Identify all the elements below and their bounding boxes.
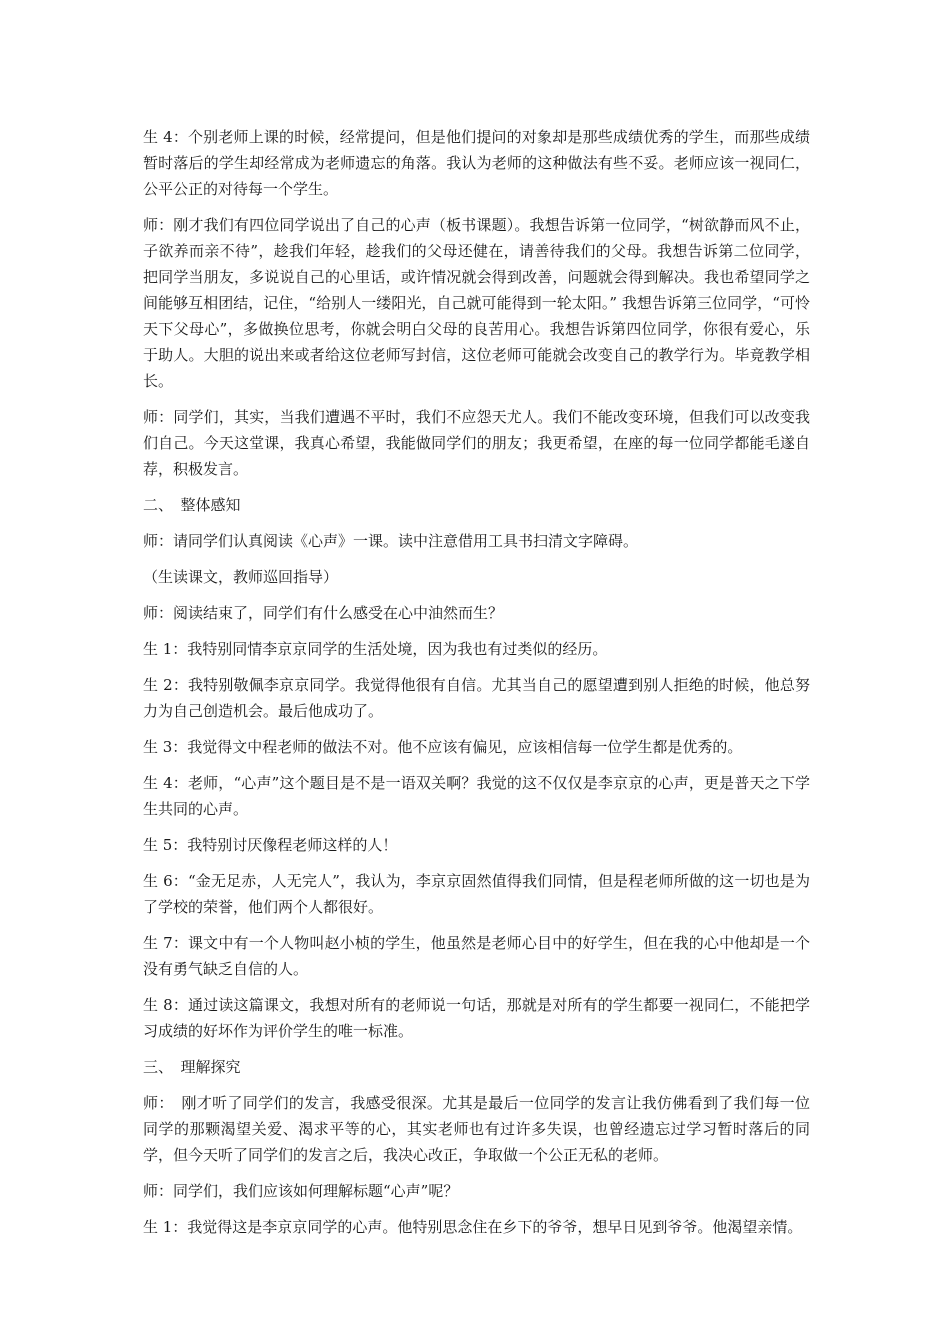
paragraph-teacher-question: 师：阅读结束了，同学们有什么感受在心中油然而生？: [143, 604, 504, 622]
document-page: [143, 124, 810, 1250]
paragraph-student1: 生 1：我特别同情李京京同学的生活处境，因为我也有过类似的经历。: [143, 640, 608, 658]
paragraph-student3: 生 3：我觉得文中程老师的做法不对。他不应该有偏见，应该相信每一位学生都是优秀的。: [143, 738, 743, 756]
paragraph-student8: 生 8：通过读这篇课文，我想对所有的老师说一句话，那就是对所有的学生都要一视同仁，不能把学习成绩的好坏作为评价学生的唯一标准。: [143, 996, 810, 1040]
paragraph-student5: 生 5：我特别讨厌像程老师这样的人！: [143, 836, 398, 854]
paragraph-teacher-title-question: 师：同学们，我们应该如何理解标题“心声”呢？: [143, 1182, 459, 1200]
section-heading-understanding: 三、 理解探究: [143, 1058, 241, 1076]
paragraph-teacher-encouragement: 师：同学们，其实，当我们遭遇不平时，我们不应怨天尤人。我们不能改变环境，但我们可以改变我们自己。今天这堂课，我真心希望，我能做同学们的朋友；我更希望，在座的每一位同学都能毛遂自荐，积极发言。: [143, 408, 810, 478]
paragraph-student4: 生 4：老师，“心声”这个题目是不是一语双关啊？我觉的这不仅仅是李京京的心声，更是普天之下学生共同的心声。: [143, 774, 810, 818]
paragraph-stage-direction: （生读课文，教师巡回指导）: [143, 568, 339, 586]
paragraph-reading-instruction: 师：请同学们认真阅读《心声》一课。读中注意借用工具书扫清文字障碍。: [143, 532, 639, 550]
paragraph-student4-opinion: 生 4：个别老师上课的时候，经常提问，但是他们提问的对象却是那些成绩优秀的学生，而那些成绩暂时落后的学生却经常成为老师遗忘的角落。我认为老师的这种做法有些不妥。老师应该一视同仁，公平公正的对待每一个学生。: [143, 128, 810, 198]
paragraph-student1-title-answer: 生 1：我觉得这是李京京同学的心声。他特别思念住在乡下的爷爷，想早日见到爷爷。他渴望亲情。: [143, 1218, 803, 1236]
paragraph-student2: 生 2：我特别敬佩李京京同学。我觉得他很有自信。尤其当自己的愿望遭到别人拒绝的时候，他总努力为自己创造机会。最后他成功了。: [143, 676, 810, 720]
section-heading-overall-perception: 二、 整体感知: [143, 496, 241, 514]
paragraph-student7: 生 7：课文中有一个人物叫赵小桢的学生，他虽然是老师心目中的好学生，但在我的心中他却是一个没有勇气缺乏自信的人。: [143, 934, 810, 978]
paragraph-teacher-response: 师：刚才我们有四位同学说出了自己的心声（板书课题）。我想告诉第一位同学，“树欲静而风不止，子欲养而亲不待”，趁我们年轻，趁我们的父母还健在，请善待我们的父母。我想告诉第二位同学，把同学当朋友，多说说自己的心里话，或许情况就会得到改善，问题就会得到解决。我也希望同学之间能够互相团结，记住，“给别人一缕阳光，自己就可能得到一轮太阳。” 我想告诉第三位同学，“可怜天下父母心”，多做换位思考，你就会明白父母的良苦用心。我想告诉第四位同学，你很有爱心，乐于助人。大胆的说出来或者给这位老师写封信，这位老师可能就会改变自己的教学行为。毕竟教学相长。: [143, 216, 810, 390]
paragraph-student6: 生 6：“金无足赤，人无完人”，我认为，李京京固然值得我们同情，但是程老师所做的这一切也是为了学校的荣誉，他们两个人都很好。: [143, 872, 810, 916]
paragraph-teacher-reflection: 师： 刚才听了同学们的发言，我感受很深。尤其是最后一位同学的发言让我仿佛看到了我们每一位同学的那颗渴望关爱、渴求平等的心，其实老师也有过许多失误，也曾经遗忘过学习暂时落后的同学，但今天听了同学们的发言之后，我决心改正，争取做一个公正无私的老师。: [143, 1094, 810, 1164]
